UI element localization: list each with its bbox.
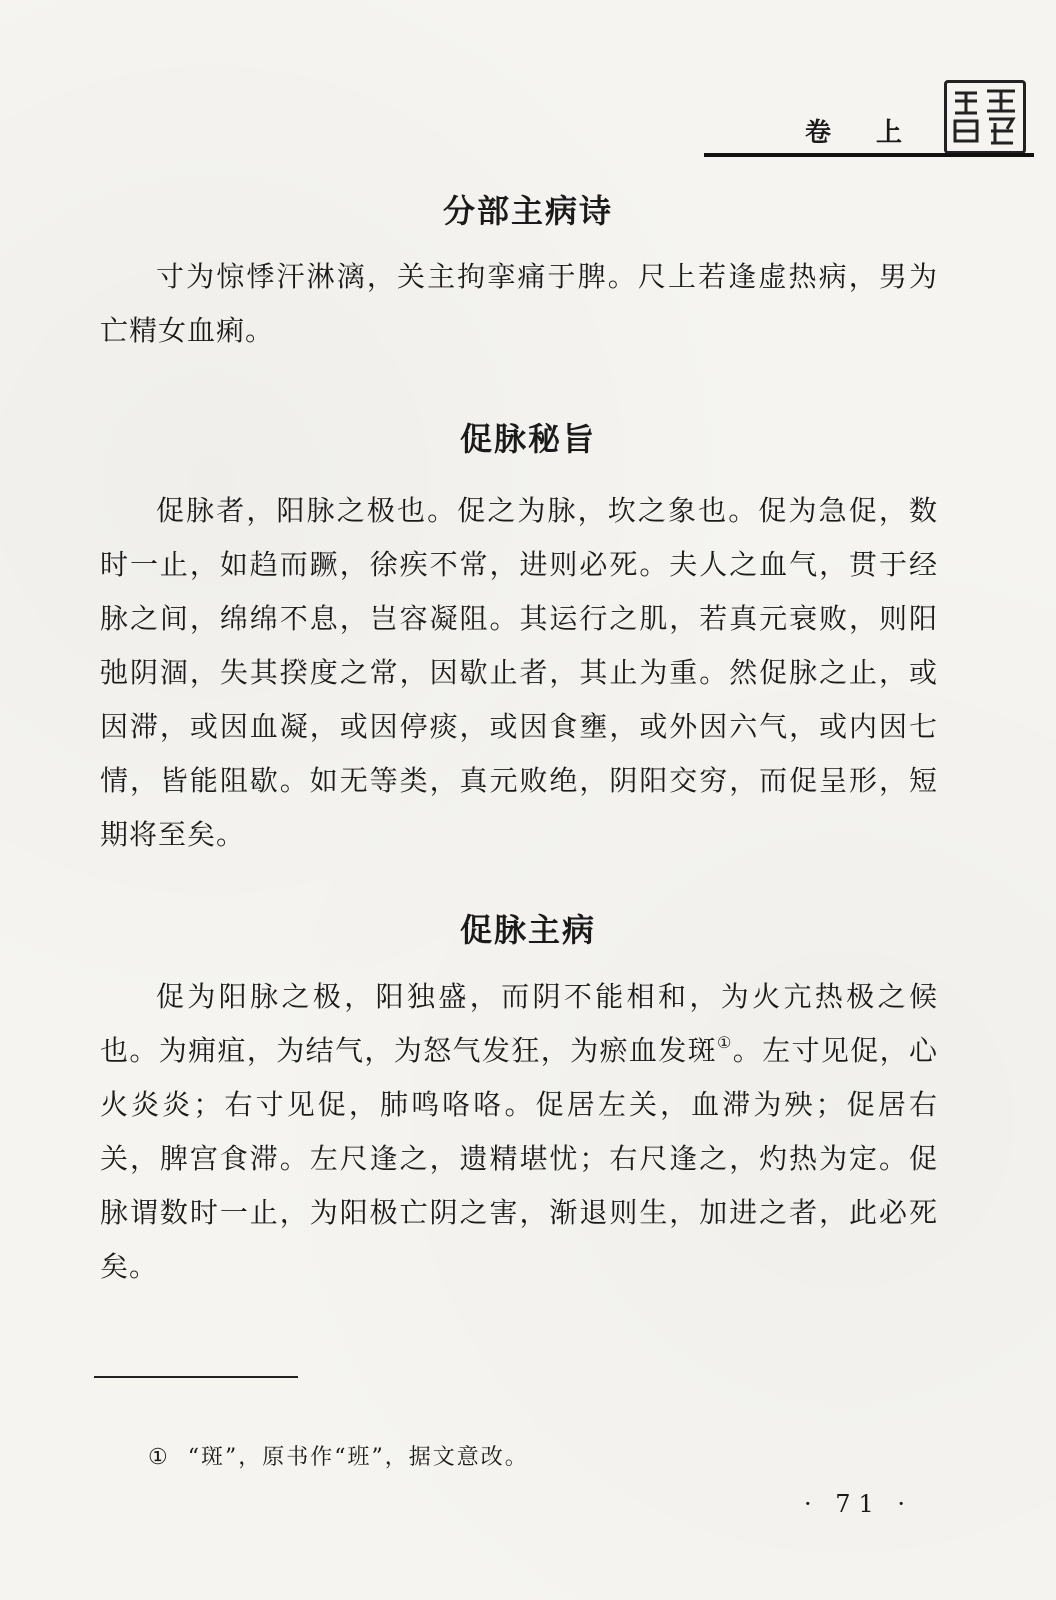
volume-label: 卷 上 — [804, 118, 920, 148]
header-rule — [704, 153, 1034, 157]
section-title-1: 分部主病诗 — [442, 192, 613, 230]
footnote-marker: ① — [148, 1445, 170, 1470]
running-header — [700, 78, 1040, 158]
seal-glyph-icon — [947, 83, 1023, 151]
footnote — [148, 1440, 529, 1471]
page-number: · 71 · — [804, 1490, 914, 1518]
section-paragraph-2: 促脉者，阳脉之极也。促之为脉，坎之象也。促为急促，数时一止，如趋而蹶，徐疾不常，进则必死。夫人之血气，贯于经脉之间，绵绵不息，岂容凝阻。其运行之肌，若真元衰败，则阳弛阴涸，失其揆度之常，因歇止者，其止为重。然促脉之止，或因滞，或因血凝，或因停痰，或因食壅，或外因六气，或内因七情，皆能阻歇。如无等类，真元败绝，阴阳交穷，而促呈形，短期将至矣。 — [100, 494, 938, 851]
paragraph-text-after-note: 。左寸见促，心火炎炎；右寸见促，肺鸣咯咯。促居左关，血滞为殃；促居右关，脾宫食滞。左尺逢之，遗精堪忧；右尺逢之，灼热为定。促脉谓数时一止，为阳极亡阴之害，渐退则生，加进之者，此必死矣。 — [100, 1034, 938, 1283]
seal-stamp-icon — [944, 80, 1026, 154]
section-title-3: 促脉主病 — [459, 911, 596, 949]
paragraph-text-before-note: 促为阳脉之极，阳独盛，而阴不能相和，为火亢热极之候也。为痈疽，为结气，为怒气发狂，为瘀血发斑 — [100, 980, 938, 1067]
section-paragraph-3 — [100, 970, 938, 1294]
footnote-rule — [94, 1376, 298, 1378]
section-paragraph-1: 寸为惊悸汗淋漓，关主拘挛痛于脾。尺上若逢虚热病，男为亡精女血痢。 — [100, 260, 938, 347]
footnote-reference: ① — [716, 1033, 733, 1052]
footnote-text: “斑”，原书作“班”，据文意改。 — [187, 1445, 529, 1470]
section-title-2: 促脉秘旨 — [459, 420, 596, 458]
